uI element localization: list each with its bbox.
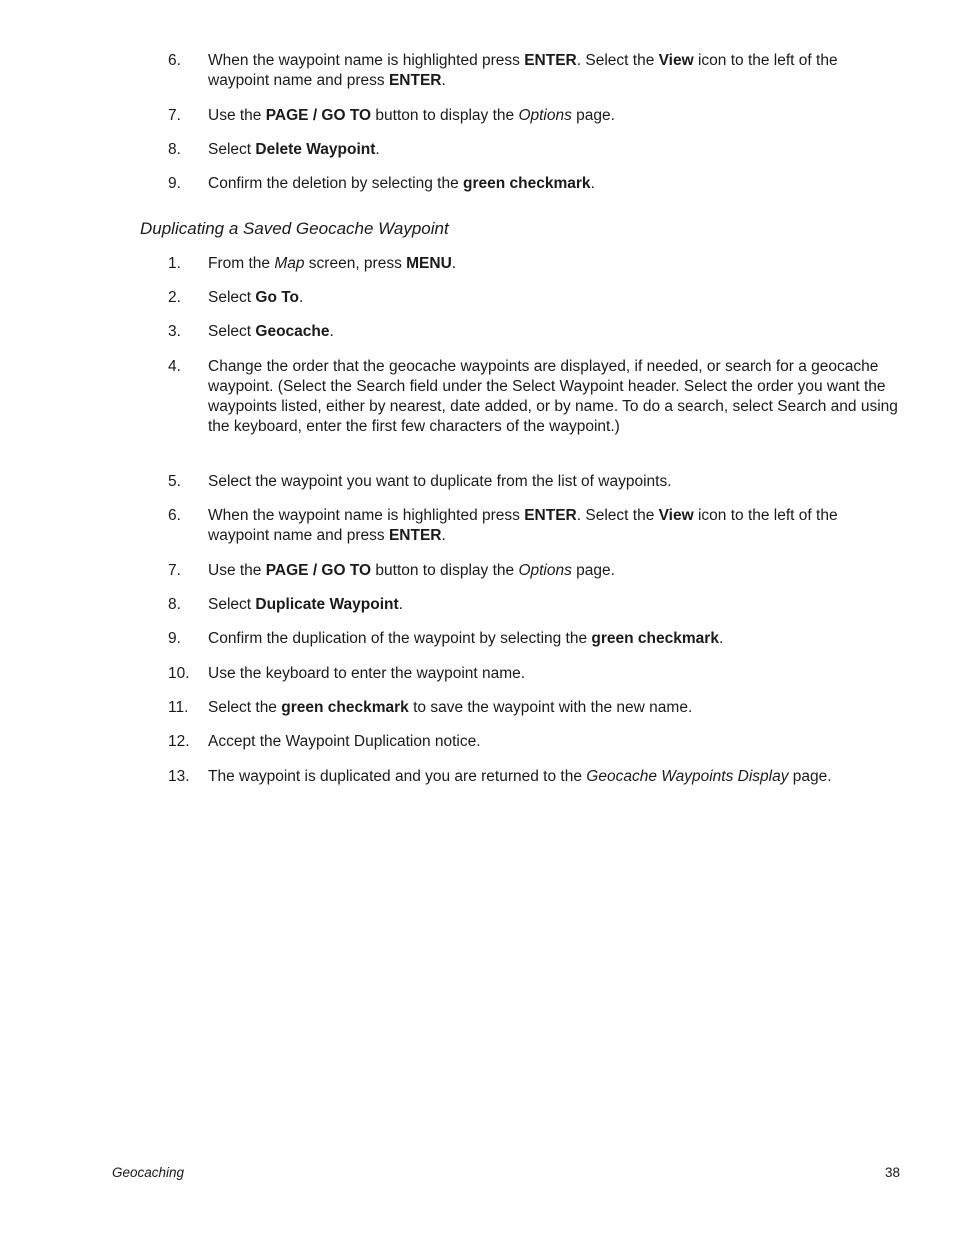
step-number: 8. — [168, 596, 181, 613]
text-segment: . — [299, 289, 304, 306]
step-number: 13. — [168, 768, 190, 785]
text-segment: PAGE / GO TO — [265, 107, 372, 124]
step-number: 5. — [168, 473, 181, 490]
text-segment: icon to the left of the waypoint name and press — [208, 52, 838, 89]
step-text — [208, 140, 898, 160]
text-segment: Select — [208, 323, 256, 340]
list-item — [168, 140, 898, 160]
text-segment: ENTER — [524, 507, 577, 524]
text-segment: Accept the Waypoint Duplication notice. — [208, 733, 481, 750]
list-item — [168, 472, 898, 492]
list-item — [168, 322, 898, 342]
text-segment: Duplicate Waypoint — [255, 596, 399, 613]
text-segment: When the waypoint name is highlighted press — [208, 507, 525, 524]
step-text — [208, 732, 898, 752]
step-text — [208, 288, 898, 308]
text-segment: page. — [788, 768, 832, 785]
text-segment: Options — [518, 562, 572, 579]
text-segment: . — [441, 72, 446, 89]
step-number: 7. — [168, 562, 181, 579]
text-segment: green checkmark — [591, 630, 719, 647]
step-text — [208, 506, 898, 546]
step-number: 6. — [168, 507, 181, 524]
text-segment: . — [451, 255, 457, 272]
step-text — [208, 51, 898, 91]
text-segment: From the — [208, 255, 275, 272]
list-item — [168, 767, 898, 787]
text-segment: icon to the left of the waypoint name and press — [208, 507, 838, 544]
step-text — [208, 106, 898, 126]
text-segment: Change the order that the geocache waypoints are displayed, if needed, or search for a geocache waypoint. (Select the Search field under the Select Waypoint header. Select the order you want the waypoints listed, either by nearest, date added, or by name. To do a search, select Search and using the keyboard, enter the first few characters of the waypoint.) — [208, 358, 898, 435]
text-segment: Confirm the deletion by selecting the — [208, 175, 464, 192]
step-number: 8. — [168, 141, 181, 158]
text-segment: . — [590, 175, 595, 192]
step-text — [208, 174, 898, 194]
text-segment: ENTER — [388, 527, 442, 544]
text-segment: Map — [274, 255, 305, 272]
text-segment: View — [658, 507, 694, 524]
step-number: 11. — [168, 699, 189, 716]
text-segment: PAGE / GO TO — [265, 562, 372, 579]
text-segment: Use the keyboard to enter the waypoint name. — [208, 665, 526, 682]
text-segment: Use the — [208, 562, 266, 579]
list-item — [168, 629, 898, 649]
list-item — [168, 51, 898, 91]
step-number: 12. — [168, 733, 190, 750]
list-item — [168, 174, 898, 194]
text-segment: . — [329, 323, 334, 340]
text-segment: . Select the — [576, 507, 659, 524]
list-item — [168, 254, 898, 274]
text-segment: screen, press — [304, 255, 407, 272]
step-number: 7. — [168, 107, 181, 124]
step-text — [208, 767, 898, 787]
text-segment: to save the waypoint with the new name. — [408, 699, 693, 716]
text-segment: Confirm the duplication of the waypoint by selecting the — [208, 630, 592, 647]
step-text — [208, 664, 898, 684]
text-segment: . — [398, 596, 403, 613]
text-segment: button to display the — [371, 107, 519, 124]
text-segment: Select the waypoint you want to duplicate from the list of waypoints. — [208, 473, 672, 490]
step-number: 1. — [168, 255, 181, 272]
step-text — [208, 254, 898, 274]
step-text — [208, 357, 898, 437]
text-segment: Options — [518, 107, 572, 124]
text-segment: ENTER — [524, 52, 577, 69]
footer-section-name: Geocaching — [112, 1165, 185, 1180]
text-segment: Delete Waypoint — [255, 141, 376, 158]
text-segment: green checkmark — [281, 699, 409, 716]
text-segment: Go To — [255, 289, 300, 306]
text-segment: green checkmark — [463, 175, 591, 192]
section-heading: Duplicating a Saved Geocache Waypoint — [140, 219, 449, 238]
text-segment: . Select the — [576, 52, 659, 69]
step-text — [208, 629, 898, 649]
text-segment: ENTER — [388, 72, 442, 89]
list-item — [168, 561, 898, 581]
text-segment: page. — [571, 562, 615, 579]
text-segment: When the waypoint name is highlighted press — [208, 52, 525, 69]
step-number: 9. — [168, 630, 181, 647]
step-number: 3. — [168, 323, 181, 340]
text-segment: MENU — [406, 255, 452, 272]
list-item — [168, 288, 898, 308]
list-item — [168, 698, 898, 718]
step-text — [208, 561, 898, 581]
text-segment: page. — [571, 107, 615, 124]
text-segment: button to display the — [371, 562, 519, 579]
text-segment: Select — [208, 141, 256, 158]
step-text — [208, 472, 898, 492]
text-segment: Select — [208, 596, 256, 613]
step-text — [208, 698, 898, 718]
text-segment: Use the — [208, 107, 266, 124]
list-item — [168, 506, 898, 546]
text-segment: . — [441, 527, 446, 544]
text-segment: Geocache Waypoints Display — [586, 768, 789, 785]
step-number: 10. — [168, 665, 190, 682]
text-segment: . — [718, 630, 724, 647]
text-segment: . — [375, 141, 380, 158]
list-item — [168, 664, 898, 684]
list-item — [168, 595, 898, 615]
step-text — [208, 322, 898, 342]
list-item — [168, 106, 898, 126]
text-segment: Geocache — [255, 323, 330, 340]
step-number: 2. — [168, 289, 181, 306]
step-number: 6. — [168, 52, 181, 69]
text-segment: Select the — [208, 699, 282, 716]
step-number: 9. — [168, 175, 181, 192]
list-item — [168, 732, 898, 752]
text-segment: View — [658, 52, 694, 69]
text-segment: The waypoint is duplicated and you are returned to the — [208, 768, 587, 785]
text-segment: Select — [208, 289, 256, 306]
list-item — [168, 357, 898, 437]
step-number: 4. — [168, 358, 181, 375]
step-text — [208, 595, 898, 615]
page-number: 38 — [884, 1165, 900, 1180]
